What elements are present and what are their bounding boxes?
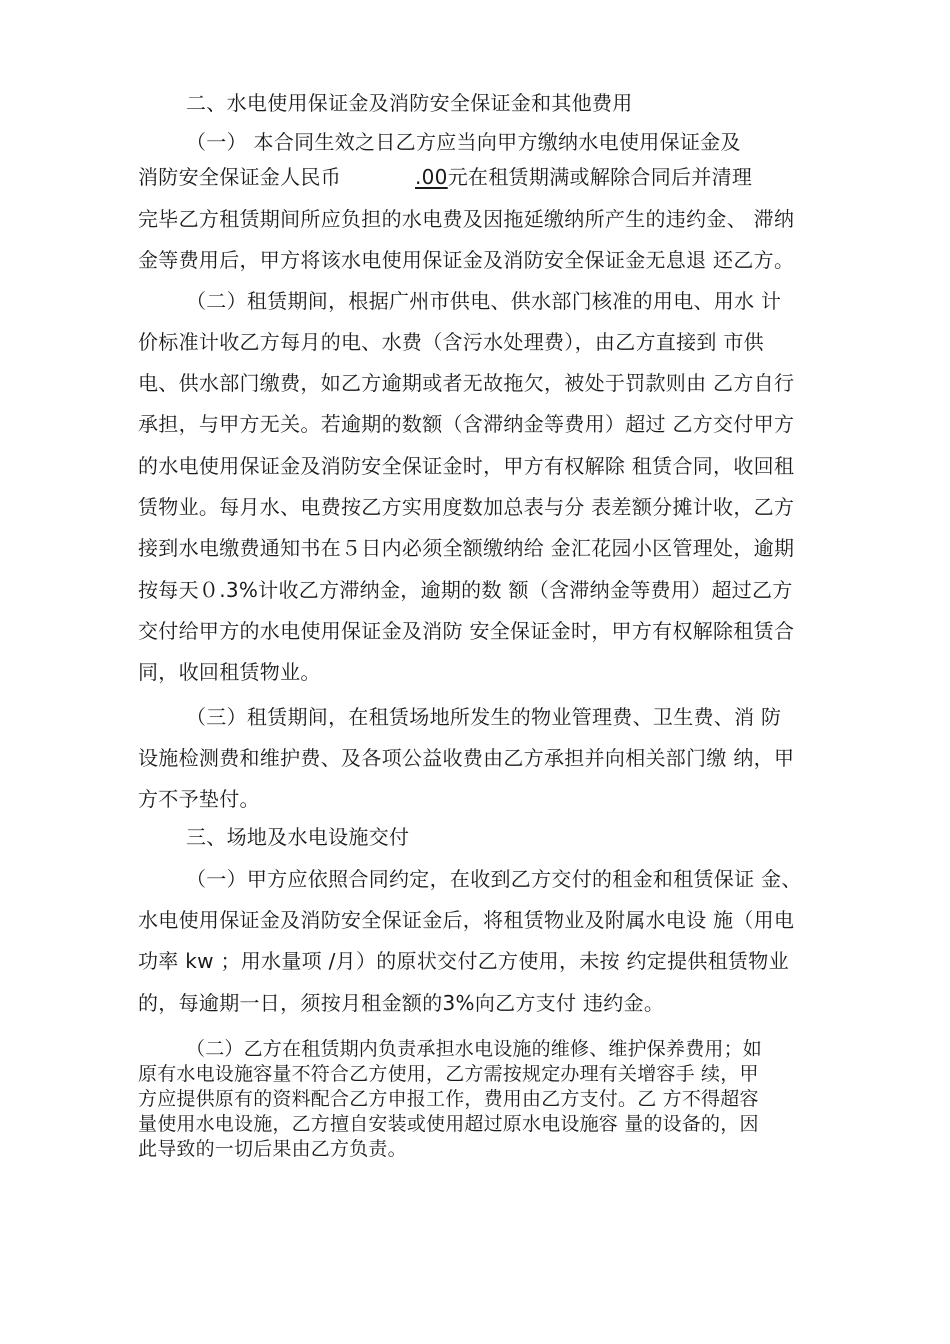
paragraph-text: 消防安全保证金人民币 <box>138 165 341 189</box>
paragraph-line: 的，每逾期一日，须按月租金额的3%向乙方支付 违约金。 <box>138 991 665 1015</box>
paragraph-line: 价标准计收乙方每月的电、水费（含污水处理费），由乙方直接到 市供 <box>138 330 764 354</box>
paragraph-line: 交付给甲方的水电使用保证金及消防 安全保证金时，甲方有权解除租赁合 <box>138 619 795 643</box>
paragraph-line: 接到水电缴费通知书在５日内必须全额缴纳给 金汇花园小区管理处，逾期 <box>138 536 795 560</box>
paragraph-line: 同，收回租赁物业。 <box>138 660 321 684</box>
paragraph-text: 元在租赁期满或解除合同后并清理 <box>447 165 753 189</box>
paragraph-line: 量使用水电设施，乙方擅自安装或使用超过原水电设施容 量的设备的，因 <box>138 1113 759 1135</box>
paragraph-line: 的水电使用保证金及消防安全保证金时，甲方有权解除 租赁合同，收回租 <box>138 454 795 478</box>
paragraph-line: （三）租赁期间，在租赁场地所发生的物业管理费、卫生费、消 防 <box>186 705 782 729</box>
paragraph-line: 承担，与甲方无关。若逾期的数额（含滞纳金等费用）超过 乙方交付甲方 <box>138 412 795 436</box>
paragraph-line <box>138 162 838 192</box>
paragraph-line: （二）租赁期间，根据广州市供电、供水部门核准的用电、用水 计 <box>186 289 782 313</box>
section-heading: 二、水电使用保证金及消防安全保证金和其他费用 <box>186 91 633 115</box>
paragraph-line: 水电使用保证金及消防安全保证金后，将租赁物业及附属水电设 施（用电 <box>138 908 795 932</box>
paragraph-line: 完毕乙方租赁期间所应负担的水电费及因拖延缴纳所产生的违约金、 滞纳 <box>138 207 795 231</box>
paragraph-line: 功率 kw ；用水量项 /月）的原状交付乙方使用，未按 约定提供租赁物业 <box>138 949 789 973</box>
paragraph-line: 电、供水部门缴费，如乙方逾期或者无故拖欠，被处于罚款则由 乙方自行 <box>138 371 795 395</box>
paragraph-line: （二）乙方在租赁期内负责承担水电设施的维修、维护保养费用；如 <box>186 1038 763 1060</box>
paragraph-line: 金等费用后，甲方将该水电使用保证金及消防安全保证金无息退 还乙方。 <box>138 248 795 272</box>
section-heading: 三、场地及水电设施交付 <box>186 825 410 849</box>
paragraph-line: 按每天０.3%计收乙方滞纳金，逾期的数 额（含滞纳金等费用）超过乙方 <box>138 578 793 602</box>
paragraph-line: 设施检测费和维护费、及各项公益收费由乙方承担并向相关部门缴 纳，甲 <box>138 746 795 770</box>
paragraph-line: 原有水电设施容量不符合乙方使用，乙方需按规定办理有关增容手 续，甲 <box>138 1063 759 1085</box>
paragraph-line: （一） 本合同生效之日乙方应当向甲方缴纳水电使用保证金及 <box>186 130 741 154</box>
amount-blank: .00 <box>415 165 448 189</box>
paragraph-line: （一）甲方应依照合同约定，在收到乙方交付的租金和租赁保证 金、 <box>186 867 802 891</box>
paragraph-line: 方不予垫付。 <box>138 787 260 811</box>
paragraph-line: 赁物业。每月水、电费按乙方实用度数加总表与分 表差额分摊计收，乙方 <box>138 495 795 519</box>
paragraph-line: 此导致的一切后果由乙方负责。 <box>138 1138 407 1160</box>
paragraph-line: 方应提供原有的资料配合乙方申报工作，费用由乙方支付。乙 方不得超容 <box>138 1088 759 1110</box>
